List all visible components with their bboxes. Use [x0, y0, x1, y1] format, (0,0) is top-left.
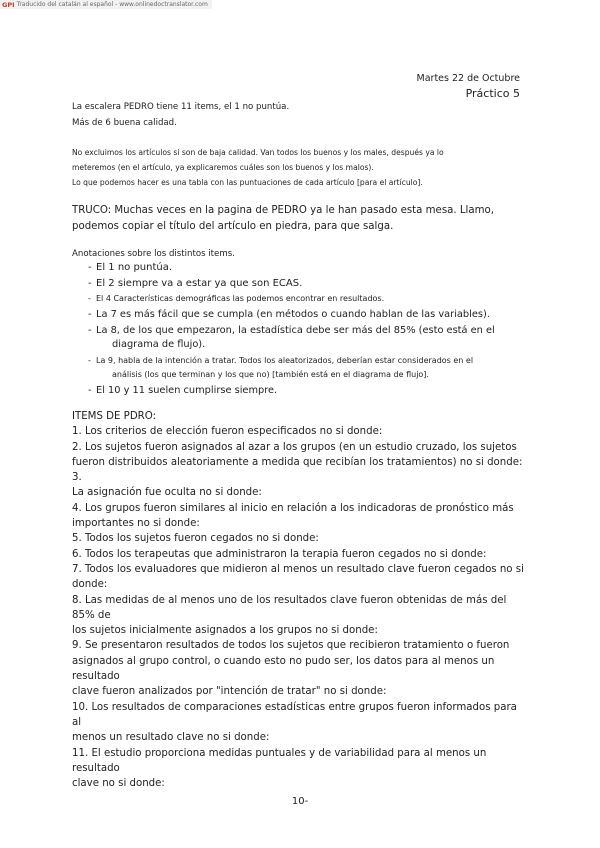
annotation-dash: -: [88, 325, 92, 336]
pedro-item-line: La asignación fue oculta no si donde:: [72, 487, 262, 499]
pedro-item-line: 1. Los criterios de elección fueron especificados no si donde:: [72, 426, 383, 438]
annotation-item: [88, 384, 528, 398]
pedro-item-line: asignados al grupo control, o cuando esto no pudo ser, los datos para al menos un resultado: [72, 655, 495, 683]
pedro-item-line: donde:: [72, 579, 108, 591]
annotation-continuation: diagrama de flujo).: [112, 339, 206, 350]
exclusion-line-2: meteremos (en el artículo, ya explicaremos cuáles son los buenos y los malos).: [72, 163, 374, 172]
pedro-items-heading: ITEMS DE PDRO:: [72, 411, 157, 422]
pedro-item-line: fueron distribuidos aleatoriamente a medida que recibían los tratamientos) no si donde: 3.: [72, 456, 523, 484]
annotation-text: El 10 y 11 suelen cumplirse siempre.: [96, 385, 278, 396]
pedro-item-line: 2. Los sujetos fueron asignados al azar a los grupos (en un estudio cruzado, los sujetos: [72, 441, 517, 453]
pedro-item-line: clave no si donde:: [72, 778, 165, 790]
annotation-dash: -: [88, 294, 91, 303]
annotation-item: [88, 308, 528, 322]
annotation-item: [88, 276, 528, 291]
pedro-item-line: 11. El estudio proporciona medidas puntuales y de variabilidad para al menos un resultado: [72, 747, 487, 774]
annotation-dash: -: [88, 356, 91, 365]
intro-line-2: Más de 6 buena calidad.: [72, 118, 177, 128]
translator-banner-text: Traducido del catalán al español - www.onlinedoctranslator.com: [16, 1, 208, 8]
intro-line-1: La escalera PEDRO tiene 11 items, el 1 no puntúa.: [72, 102, 290, 112]
annotation-text: El 4 Características demográficas las podemos encontrar en resultados.: [96, 294, 385, 303]
annotation-item: [88, 292, 528, 306]
pedro-item-line: 9. Se presentaron resultados de todos los sujetos que recibieron tratamiento o fueron: [72, 640, 510, 652]
annotation-text: El 2 siempre va a estar ya que son ECAS.: [96, 278, 303, 289]
trick-line-1: TRUCO: Muchas veces en la pagina de PEDRO ya le han pasado esta mesa. Llamo,: [72, 205, 494, 216]
pedro-item-line: clave fueron analizados por "intención de tratar" no si donde:: [72, 686, 387, 698]
document-date: Martes 22 de Octubre: [416, 73, 520, 84]
document-practice-title: Práctico 5: [465, 87, 520, 100]
pedro-item-line: 8. Las medidas de al menos uno de los resultados clave fueron obtenidas de más del 85% de: [72, 594, 507, 621]
page-number: 10-: [291, 796, 309, 807]
trick-line-2: podemos copiar el título del artículo en piedra, para que salga.: [72, 221, 394, 232]
annotation-item: [88, 354, 528, 382]
pedro-items-section: [72, 409, 527, 791]
translator-logo: GPI: [2, 0, 15, 9]
annotation-dash: -: [88, 262, 92, 273]
annotation-text: El 1 no puntúa.: [96, 262, 173, 273]
annotations-heading: Anotaciones sobre los distintos items.: [72, 249, 235, 259]
translator-banner: [0, 0, 212, 9]
pedro-item-line: 10. Los resultados de comparaciones estadísticas entre grupos fueron informados para al: [72, 701, 517, 728]
pedro-item-line: importantes no si donde:: [72, 518, 200, 530]
exclusion-line-1: No excluimos los artículos si son de baja calidad. Van todos los buenos y los males, después ya lo: [72, 148, 444, 157]
pedro-item-line: los sujetos inicialmente asignados a los grupos no si donde:: [72, 625, 378, 637]
pedro-item-line: 5. Todos los sujetos fueron cegados no si donde:: [72, 533, 319, 545]
annotation-item: [88, 324, 528, 352]
exclusion-line-3: Lo que podemos hacer es una tabla con las puntuaciones de cada artículo [para el artículo].: [72, 178, 423, 187]
annotation-continuation: análisis (los que terminan y los que no) [también está en el diagrama de flujo].: [112, 370, 429, 379]
annotation-text: La 8, de los que empezaron, la estadística debe ser más del 85% (esto está en el: [96, 325, 495, 336]
pedro-item-line: 7. Todos los evaluadores que midieron al menos un resultado clave fueron cegados no si: [72, 563, 524, 575]
pedro-item-line: menos un resultado clave no si donde:: [72, 732, 270, 744]
annotation-dash: -: [88, 309, 92, 320]
annotation-text: La 7 es más fácil que se cumpla (en métodos o cuando hablan de las variables).: [96, 309, 490, 320]
pedro-item-line: 4. Los grupos fueron similares al inicio en relación a los indicadoras de pronóstico más: [72, 502, 514, 514]
pedro-item-line: 6. Todos los terapeutas que administraron la terapia fueron cegados no si donde:: [72, 548, 487, 560]
annotation-text: La 9, habla de la intención a tratar. Todos los aleatorizados, deberían estar considerados en el: [96, 356, 474, 365]
annotation-dash: -: [88, 278, 92, 289]
annotation-item: [88, 260, 528, 275]
annotation-dash: -: [88, 385, 92, 396]
annotations-list: [88, 260, 528, 400]
